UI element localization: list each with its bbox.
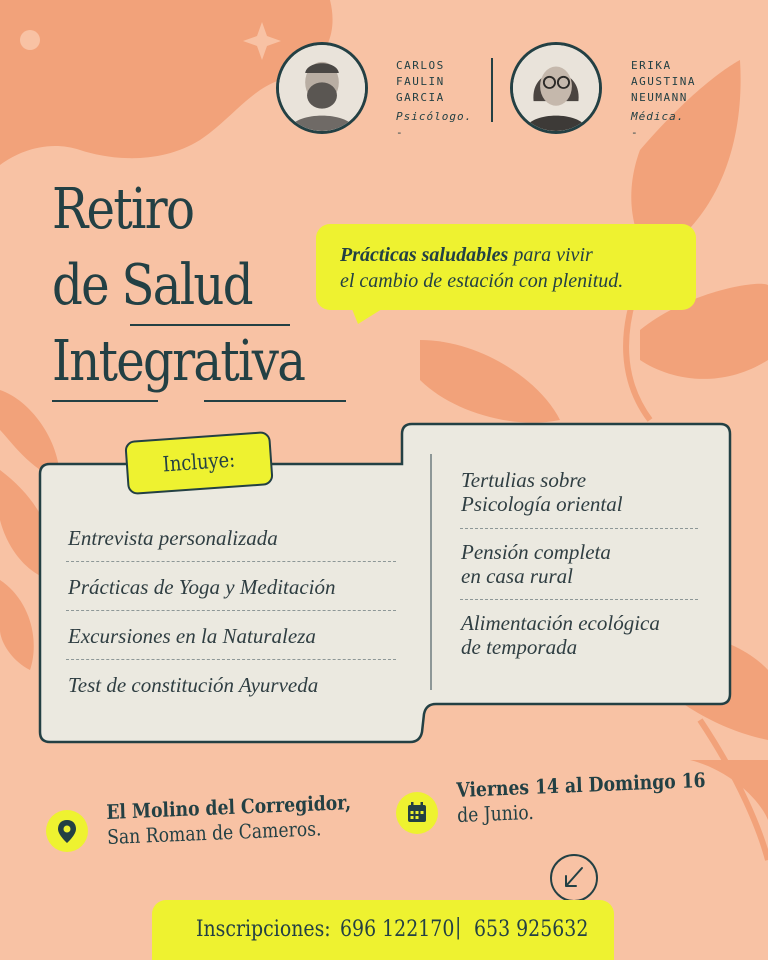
title-line-2: de Salud — [52, 253, 252, 318]
includes-item: Excursiones en la Naturaleza — [68, 624, 316, 648]
tagline-line2: el cambio de estación con plenitud. — [340, 270, 624, 292]
portrait-erika — [510, 42, 602, 134]
contact-phone-2[interactable]: 653 925632 — [474, 917, 589, 942]
person-role-carlos: Psicólogo. — [396, 110, 473, 123]
title-line-1: Retiro — [52, 177, 194, 242]
contact-separator: | — [455, 915, 462, 940]
dates-text: Viernes 14 al Domingo 16 de Junio. — [456, 767, 706, 827]
item-divider — [66, 561, 396, 562]
person-photo-icon — [513, 45, 599, 131]
title-underline-3 — [204, 400, 346, 402]
calendar-icon-circle — [396, 792, 438, 834]
tagline-text — [340, 242, 623, 294]
includes-item: Test de constitución Ayurveda — [68, 673, 319, 697]
contact-label: Inscripciones: — [196, 917, 331, 942]
portrait-carlos — [276, 42, 368, 134]
includes-item: Tertulias sobre Psicología oriental — [461, 468, 623, 516]
includes-label-badge — [124, 431, 273, 495]
item-divider — [460, 528, 698, 529]
person-name-erika: ERIKA AGUSTINA NEUMANN — [631, 59, 696, 104]
person-name-carlos: CARLOS FAULIN GARCIA — [396, 59, 445, 104]
contact-phone-1[interactable]: 696 122170 — [340, 917, 455, 942]
person-dash-erika: - — [631, 126, 638, 139]
tagline-bubble-tail — [350, 304, 390, 326]
person-role-erika: Médica. — [631, 110, 685, 123]
location-icon-circle — [46, 810, 88, 852]
title-line-3: Integrativa — [52, 329, 305, 394]
tagline-bold: Prácticas saludables — [340, 244, 509, 266]
title-underline-1 — [130, 324, 290, 326]
people-divider — [491, 58, 493, 122]
location-pin-icon — [46, 810, 88, 852]
includes-item: Prácticas de Yoga y Meditación — [68, 575, 336, 599]
title-underline-2 — [52, 400, 158, 402]
includes-item: Entrevista personalizada — [68, 526, 278, 550]
calendar-icon — [396, 792, 438, 834]
arrow-down-left-icon — [548, 852, 600, 904]
person-dash-carlos: - — [396, 126, 403, 139]
includes-column-divider — [430, 454, 432, 690]
location-text: El Molino del Corregidor, San Roman de Cameros. — [106, 790, 352, 849]
item-divider — [66, 610, 396, 611]
person-photo-icon — [279, 45, 365, 131]
includes-label: Incluye: — [161, 447, 236, 477]
item-divider — [66, 659, 396, 660]
item-divider — [460, 599, 698, 600]
includes-item: Alimentación ecológica de temporada — [461, 611, 660, 659]
includes-item: Pensión completa en casa rural — [461, 540, 611, 588]
tagline-rest: para vivir — [508, 244, 593, 266]
